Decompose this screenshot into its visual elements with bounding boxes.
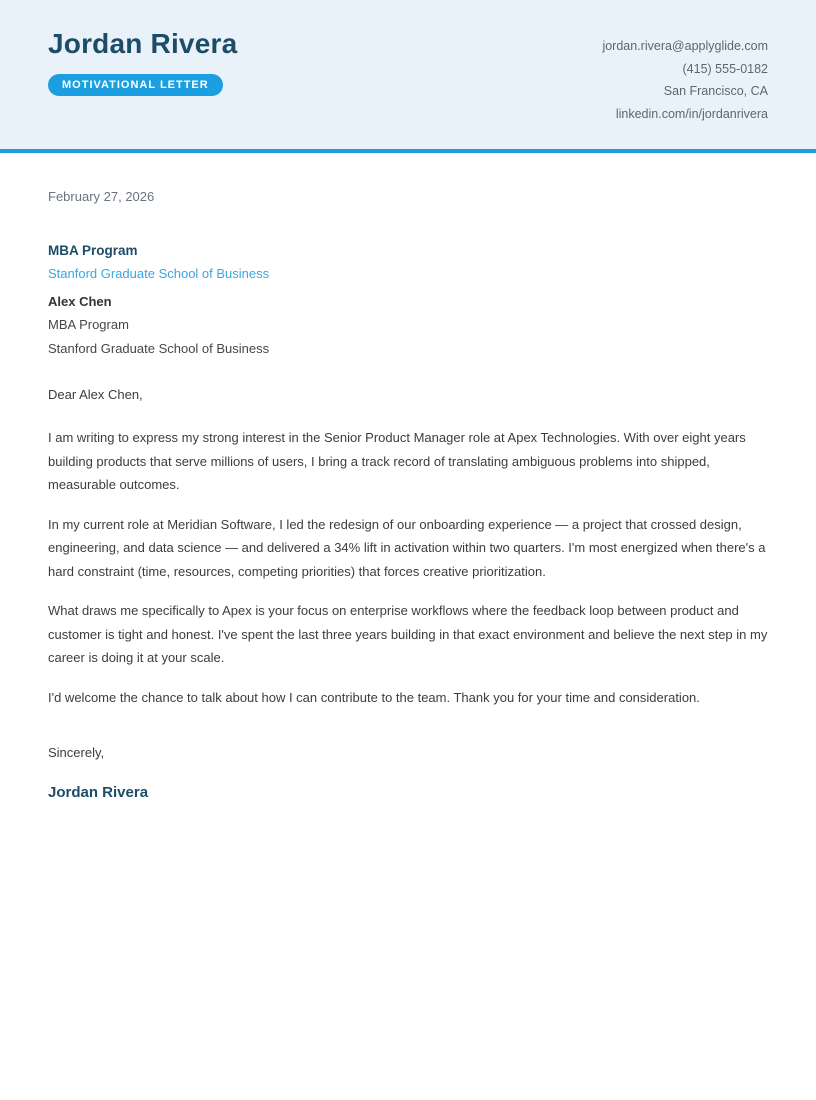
signature-name: Jordan Rivera <box>48 783 149 801</box>
paragraph-experience: In my current role at Meridian Software, I led the redesign of our onboarding experience — a project that crossed design, engineering, and data science — and delivered a 34% lift in activation within two quarters. I'm most energized when there's a hard constraint (time, resources, competing priorities) that forces creative prioritization. <box>48 516 766 579</box>
header-identity <box>48 28 237 96</box>
recipient-contact-org: Stanford Graduate School of Business <box>48 340 270 356</box>
contact-email: jordan.rivera@applyglide.com <box>602 39 768 53</box>
letter-body <box>0 153 816 804</box>
contact-location: San Francisco, CA <box>663 84 768 99</box>
contact-info <box>602 28 768 126</box>
closing: Sincerely, <box>48 745 105 761</box>
page-title: Jordan Rivera <box>48 28 238 59</box>
contact-phone: (415) 555-0182 <box>682 61 768 76</box>
paragraph-intro: I am writing to express my strong interest in the Senior Product Manager role at Apex Technologies. With over eight years building products that serve millions of users, I bring a track record of translating ambiguous problems into shipped, measurable outcomes. <box>48 430 746 493</box>
recipient-school-link[interactable]: Stanford Graduate School of Business <box>48 265 270 281</box>
paragraph-call-to-action: I'd welcome the chance to talk about how I can contribute to the team. Thank you for your time and consideration. <box>48 689 700 705</box>
header <box>0 0 816 153</box>
recipient-block <box>48 239 768 360</box>
paragraph-motivation: What draws me specifically to Apex is your focus on enterprise workflows where the feedback loop between product and customer is tight and honest. I've spent the last three years building in that exact environment and believe the next step in my career is doing it at your scale. <box>48 603 768 666</box>
document-type-badge: MOTIVATIONAL LETTER <box>48 74 223 96</box>
recipient-contact-name: Alex Chen <box>48 294 112 310</box>
recipient-contact-role: MBA Program <box>48 317 129 333</box>
salutation: Dear Alex Chen, <box>48 386 143 402</box>
contact-linkedin: linkedin.com/in/jordanrivera <box>615 107 768 122</box>
letter-date: February 27, 2026 <box>48 189 155 204</box>
recipient-program-heading: MBA Program <box>48 242 138 258</box>
